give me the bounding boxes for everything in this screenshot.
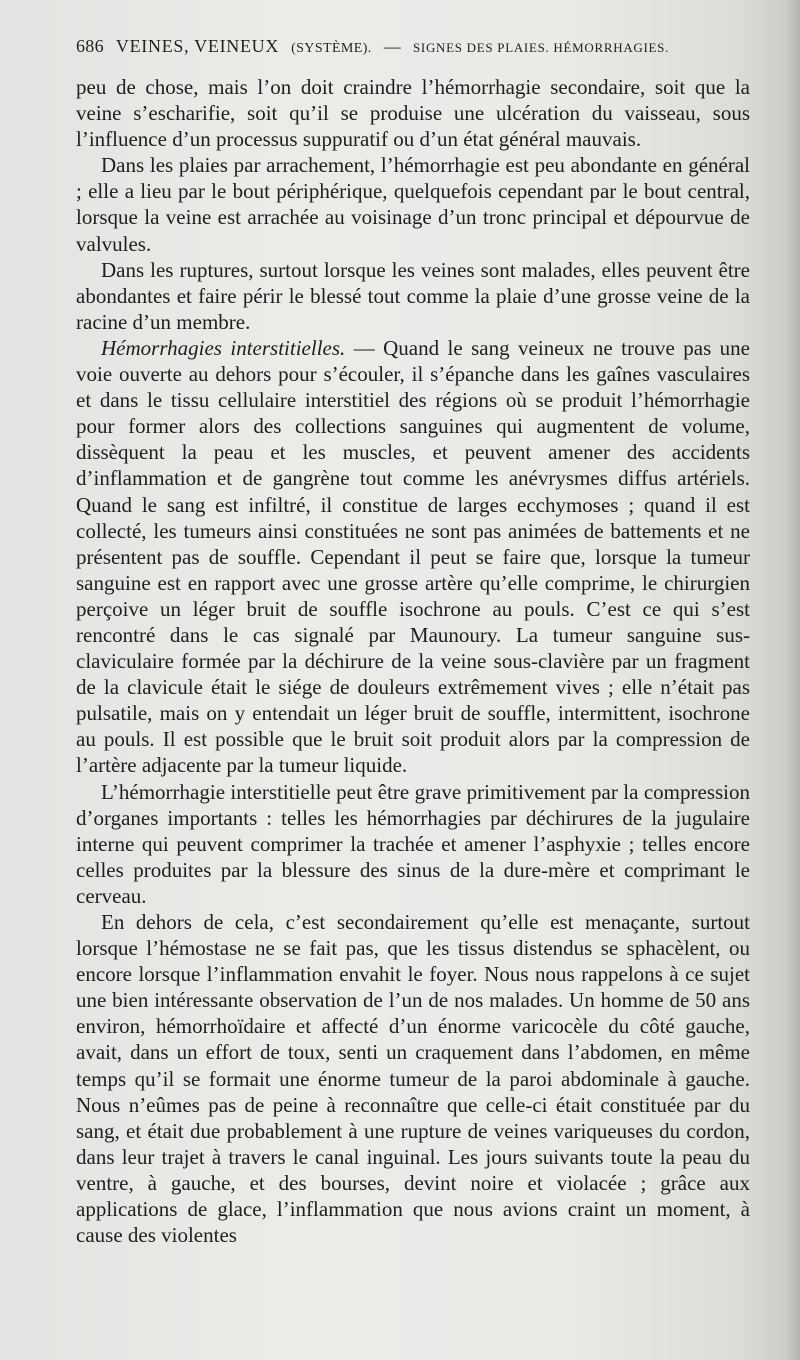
running-rubric: SIGNES DES PLAIES. HÉMORRHAGIES.: [413, 40, 670, 55]
paragraph: [76, 74, 750, 152]
running-title: VEINES, VEINEUX: [115, 36, 280, 56]
page-content: [76, 36, 750, 1248]
section-heading: Hémorrhagies interstitielles.: [101, 335, 346, 360]
running-system: (SYSTÈME).: [291, 41, 372, 56]
paragraph: [76, 335, 750, 779]
paragraph: [76, 779, 750, 909]
running-head: [76, 36, 750, 66]
paragraph-text: — Quand le sang veineux ne trouve pas une voie ouverte au dehors pour s’écouler, il s’épanche dans les gaînes vasculaires et dans le tissu cellulaire interstitiel des régions où se produit l’hémorrhagie pour former alors des collections sanguines qui augmentent de volume, dissèquent la peau et les muscles, et peuvent amener des accidents d’inflammation et de gangrène tout comme les anévrysmes diffus artériels. Quand le sang est infiltré, il constitue de larges ecchymoses ; quand il est collecté, les tumeurs ainsi constituées ne sont pas animées de battements et ne présentent pas de souffle. Cependant il peut se faire que, lorsque la tumeur sanguine est en rapport avec une grosse artère qu’elle comprime, le chirurgien perçoive un léger bruit de souffle isochrone au pouls. C’est ce qui s’est rencontré dans le cas signalé par Maunoury. La tumeur sanguine sus-claviculaire formée par la déchirure de la veine sous-clavière par un fragment de la clavicule était le siége de douleurs extrêmement vives ; elle n’était pas pulsatile, mais on y entendait un léger bruit de souffle, intermittent, isochrone au pouls. Il est possible que le bruit soit produit alors par la compression de l’artère adjacente par la tumeur liquide.: [76, 335, 750, 778]
paragraph: [76, 909, 750, 1248]
paragraph: [76, 257, 750, 335]
paragraph: [76, 152, 750, 256]
page-edge-shadow: [786, 0, 800, 1360]
page-number: 686: [76, 36, 104, 56]
paragraph-text: peu de chose, mais l’on doit craindre l’hémorrhagie secondaire, soit que la veine s’escharifie, soit qu’il se produise une ulcération du vaisseau, sous l’influence d’un processus suppuratif ou d’un état général mauvais.: [76, 75, 750, 152]
body-text: [76, 74, 750, 1248]
paragraph-text: Dans les plaies par arrachement, l’hémorrhagie est peu abondante en général ; elle a lieu par le bout périphérique, quelquefois cependant par le bout central, lorsque la veine est arrachée au voisinage d’un tronc principal et dépourvue de valvules.: [76, 153, 750, 256]
paragraph-text: En dehors de cela, c’est secondairement qu’elle est menaçante, surtout lorsque l’hémostase ne se fait pas, que les tissus distendus se sphacèlent, ou encore lorsque l’inflammation envahit le foyer. Nous nous rappelons à ce sujet une bien intéressante observation de l’un de nos malades. Un homme de 50 ans environ, hémorrhoïdaire et affecté d’un énorme varicocèle du côté gauche, avait, dans un effort de toux, senti un craquement dans l’abdomen, en même temps qu’il se formait une énorme tumeur de la paroi abdominale à gauche. Nous n’eûmes pas de peine à reconnaître que celle-ci était constituée par du sang, et était due probablement à une rupture de veines variqueuses du cordon, dans leur trajet à travers le canal inguinal. Les jours suivants toute la peau du ventre, à gauche, et des bourses, devint noire et violacée ; grâce aux applications de glace, l’inflammation que nous avions craint un moment, à cause des violentes: [76, 910, 750, 1248]
running-separator: —: [383, 37, 401, 56]
paragraph-text: Dans les ruptures, surtout lorsque les veines sont malades, elles peuvent être abondantes et faire périr le blessé tout comme la plaie d’une grosse veine de la racine d’un membre.: [76, 257, 750, 334]
paragraph-text: L’hémorrhagie interstitielle peut être grave primitivement par la compression d’organes importants : telles les hémorrhagies par déchirures de la jugulaire interne qui peuvent comprimer la trachée et amener l’asphyxie ; telles encore celles produites par la blessure des sinus de la dure-mère et comprimant le cerveau.: [76, 779, 750, 908]
